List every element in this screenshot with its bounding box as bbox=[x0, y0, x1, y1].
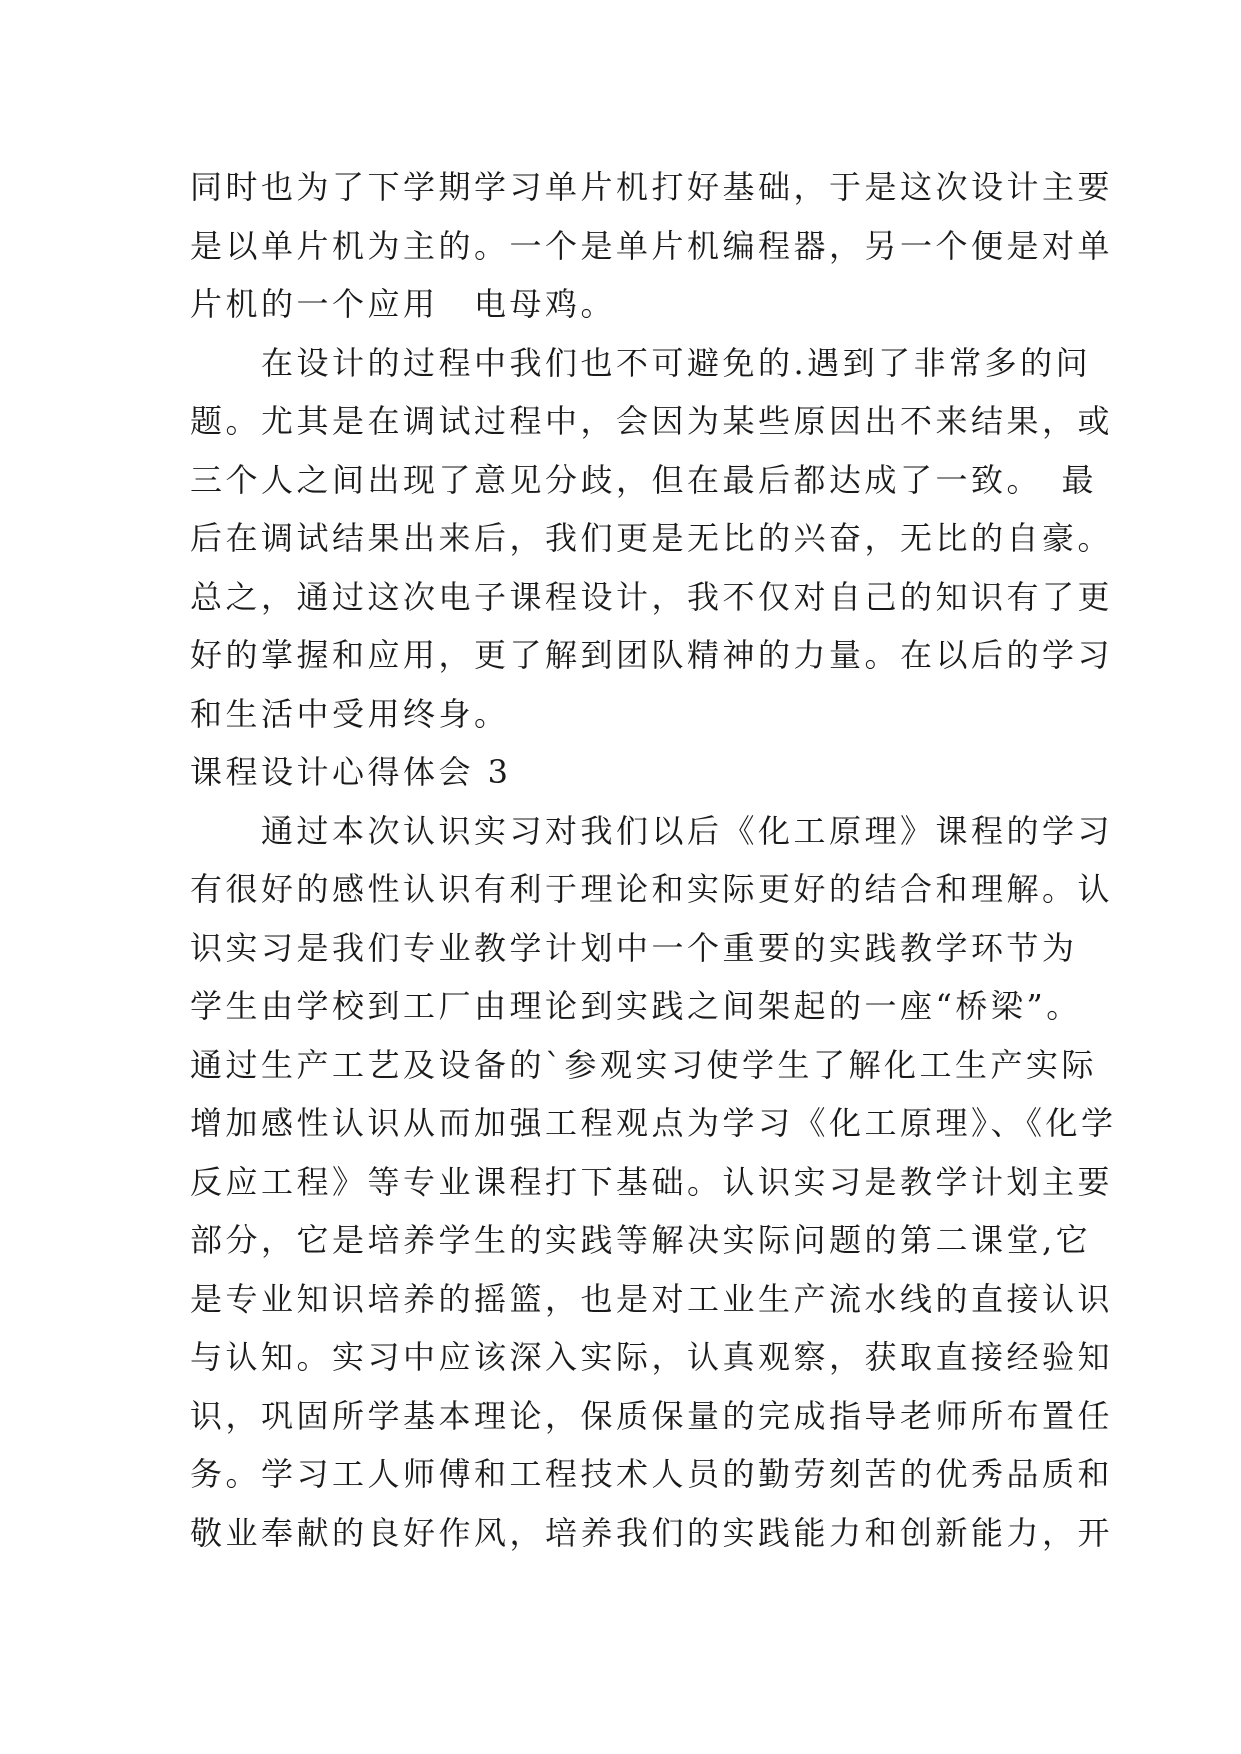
text-line: 识，巩固所学基本理论，保质保量的完成指导老师所布置任 bbox=[190, 1396, 1114, 1435]
text-line: 是以单片机为主的。一个是单片机编程器，另一个便是对单 bbox=[190, 226, 1114, 265]
text-line: 敬业奉献的良好作风，培养我们的实践能力和创新能力，开 bbox=[190, 1513, 1114, 1552]
text-line: 在设计的过程中我们也不可避免的.遇到了非常多的问 bbox=[190, 343, 1092, 382]
text-line: 好的掌握和应用，更了解到团队精神的力量。在以后的学习 bbox=[190, 636, 1114, 674]
text-line: 通过本次认识实习对我们以后《化工原理》课程的学习 bbox=[190, 811, 1114, 850]
text-line: 同时也为了下学期学习单片机打好基础，于是这次设计主要 bbox=[190, 168, 1114, 206]
text-line: 片机的一个应用 电母鸡。 bbox=[190, 285, 617, 323]
text-line: 题。尤其是在调试过程中，会因为某些原因出不来结果，或 bbox=[190, 402, 1114, 440]
text-line: 和生活中受用终身。 bbox=[190, 694, 510, 733]
text-line: 与认知。实习中应该深入实际，认真观察，获取直接经验知 bbox=[190, 1338, 1114, 1376]
text-line: 是专业知识培养的摇篮，也是对工业生产流水线的直接认识 bbox=[190, 1279, 1114, 1318]
text-line: 识实习是我们专业教学计划中一个重要的实践教学环节为 bbox=[190, 928, 1078, 967]
text-line: 反应工程》等专业课程打下基础。认识实习是教学计划主要 bbox=[190, 1162, 1114, 1201]
text-line: 通过生产工艺及设备的`参观实习使学生了解化工生产实际 bbox=[190, 1045, 1098, 1084]
text-line: 后在调试结果出来后，我们更是无比的兴奋，无比的自豪。 bbox=[190, 519, 1114, 557]
text-line: 有很好的感性认识有利于理论和实际更好的结合和理解。认 bbox=[190, 870, 1114, 908]
text-line: 三个人之间出现了意见分歧，但在最后都达成了一致。 最 bbox=[190, 460, 1098, 499]
text-line: 务。学习工人师傅和工程技术人员的勤劳刻苦的优秀品质和 bbox=[190, 1455, 1114, 1493]
text-line: 增加感性认识从而加强工程观点为学习《化工原理》、《化学 bbox=[190, 1104, 1117, 1142]
text-line: 部分，它是培养学生的实践等解决实际问题的第二课堂,它 bbox=[190, 1221, 1092, 1259]
section-heading: 课程设计心得体会 3 bbox=[190, 753, 512, 791]
text-line: 总之，通过这次电子课程设计，我不仅对自己的知识有了更 bbox=[190, 577, 1114, 616]
body-text bbox=[190, 158, 1117, 1562]
text-line: 学生由学校到工厂由理论到实践之间架起的一座“桥梁”。 bbox=[190, 987, 1082, 1025]
